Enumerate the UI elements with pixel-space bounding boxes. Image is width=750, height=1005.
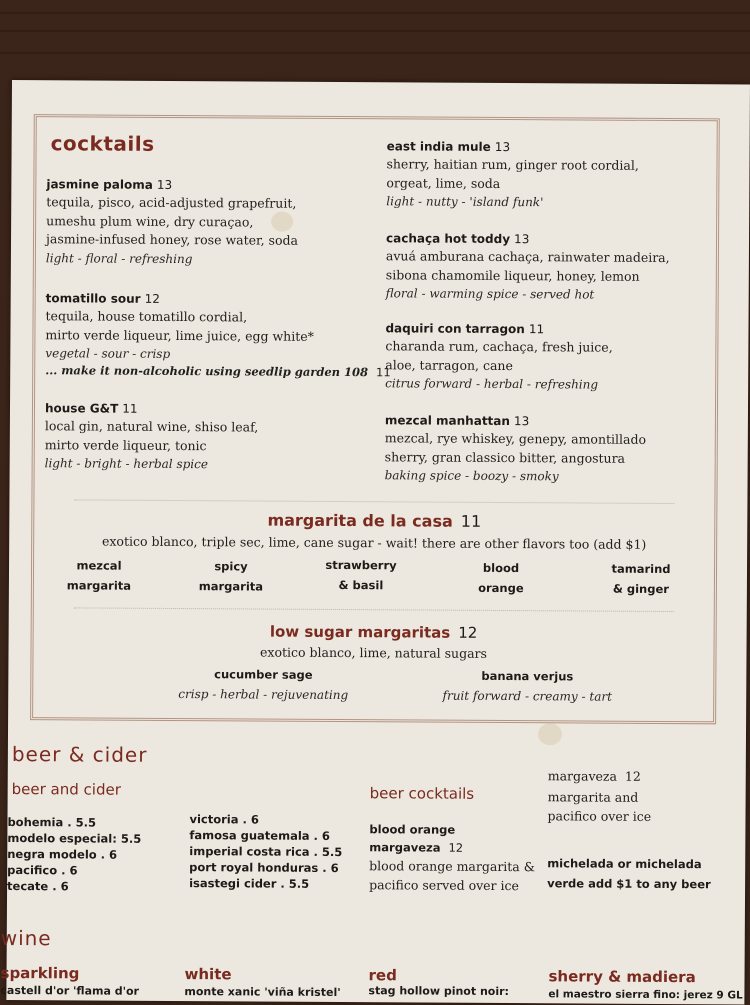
drink-tags: light - nutty - 'island funk' — [386, 194, 544, 210]
low-sugar-banana-verjus — [397, 665, 657, 707]
beer-item: bohemia . 5.5 — [7, 814, 97, 830]
drink-ingredients: sherry, gran classico bitter, angostura — [384, 448, 626, 466]
drink-price: 13 — [156, 177, 173, 192]
divider — [74, 499, 674, 504]
drink-ingredients: mirto verde liqueur, tonic — [44, 436, 207, 453]
wine-red-item: stag hollow pinot noir: — [368, 984, 509, 999]
drink-east-india-mule — [386, 135, 716, 213]
flavor-mezcal-margarita — [44, 555, 154, 596]
wine-red-title: red — [368, 966, 397, 985]
low-sugar-item-tags: crisp - herbal - rejuvenating — [178, 687, 349, 703]
low-sugar-item-tags: fruit forward - creamy - tart — [442, 688, 612, 704]
drink-jasmine-paloma — [46, 173, 377, 270]
desc-line: pacifico served over ice — [369, 877, 519, 894]
drink-name: cachaça hot toddy — [385, 231, 511, 247]
drink-ingredients: tequila, pisco, acid-adjusted grapefruit, — [46, 194, 297, 211]
flavor-line: margarita — [66, 578, 132, 593]
drink-daquiri-con-tarragon — [385, 317, 715, 395]
michelada-note — [547, 853, 711, 894]
drink-ingredients: aloe, tarragon, cane — [385, 356, 513, 373]
drink-house-gt — [45, 397, 375, 475]
beer-cider-title: beer & cider — [11, 742, 148, 767]
drink-ingredients: charanda rum, cachaça, fresh juice, — [385, 338, 613, 355]
drink-price: 13 — [513, 414, 530, 429]
flavor-line: blood — [482, 560, 520, 576]
margarita-title — [34, 509, 714, 532]
flavor-strawberry-basil — [306, 555, 416, 596]
low-sugar-description: exotico blanco, lime, natural sugars — [259, 644, 488, 661]
margaveza-name: margaveza — [369, 840, 441, 855]
drink-ingredients: sherry, haitian rum, ginger root cordial, — [386, 156, 639, 173]
drink-price: 13 — [514, 232, 530, 247]
flavor-blood-orange — [446, 558, 556, 599]
margaveza-2-name: margaveza — [547, 768, 618, 784]
beer-item: isastegi cider . 5.5 — [189, 876, 310, 891]
flavor-spicy-margarita — [176, 556, 286, 597]
drink-ingredients: mirto verde liqueur, lime juice, egg white* — [45, 326, 314, 344]
divider — [74, 607, 674, 612]
drink-ingredients: mezcal, rye whiskey, genepy, amontillado — [384, 430, 647, 447]
wine-sparkling-title: sparkling — [0, 963, 80, 983]
drink-tags: vegetal - sour - crisp — [45, 346, 171, 361]
non-alcoholic-note — [45, 363, 391, 379]
drink-name: tomatillo sour — [45, 291, 141, 306]
drink-tags: light - floral - refreshing — [45, 250, 193, 266]
beer-item: modelo especial: 5.5 — [7, 830, 142, 846]
beer-cocktails-title: beer cocktails — [369, 784, 475, 803]
michelada-line: verde add $1 to any beer — [547, 876, 711, 892]
flavor-line: & basil — [338, 578, 384, 593]
drink-name: jasmine paloma — [46, 177, 153, 192]
low-sugar-title — [34, 621, 714, 643]
drink-price: 12 — [144, 291, 160, 306]
margaveza-2-price: 12 — [624, 768, 641, 784]
drink-ingredients: tequila, house tomatillo cordial, — [45, 308, 248, 325]
low-sugar-price: 12 — [458, 623, 478, 642]
drink-tags: floral - warming spice - served hot — [385, 286, 595, 302]
low-sugar-item-name: cucumber sage — [214, 667, 313, 682]
beer-item: imperial costa rica . 5.5 — [189, 844, 343, 860]
non-alcoholic-price: 11 — [376, 365, 391, 380]
flavor-line: & ginger — [612, 581, 669, 597]
margaveza-2-label — [548, 767, 641, 786]
drink-tags: citrus forward - herbal - refreshing — [385, 376, 599, 392]
flavor-line: strawberry — [325, 557, 397, 573]
cocktails-frame — [30, 114, 720, 724]
wine-sherry-title: sherry & madiera — [548, 967, 696, 987]
wine-title: wine — [0, 925, 52, 951]
drink-name: east india mule — [386, 139, 491, 154]
beer-item: pacifico . 6 — [7, 862, 78, 878]
beer-item: negra modelo . 6 — [7, 846, 118, 862]
wine-white-item: monte xanic 'viña kristel' — [184, 985, 341, 1000]
low-sugar-item-name: banana verjus — [481, 668, 574, 684]
flavor-line: spicy — [214, 559, 248, 574]
drink-ingredients: orgeat, lime, soda — [386, 174, 501, 191]
beer-list-1 — [7, 814, 141, 895]
drink-cachaca-hot-toddy — [386, 227, 716, 305]
margaveza-label — [369, 838, 463, 857]
desc-line: blood orange margarita & — [369, 858, 535, 875]
non-alcoholic-text: ... make it non-alcoholic using seedlip garden 108 — [45, 363, 369, 380]
drink-ingredients: jasmine-infused honey, rose water, soda — [45, 231, 299, 248]
margaveza-2-description — [547, 787, 651, 826]
margaveza-description — [369, 856, 535, 895]
drink-name: mezcal manhattan — [384, 413, 510, 429]
drink-name: daquiri con tarragon — [385, 321, 525, 337]
low-sugar-name: low sugar margaritas — [269, 622, 451, 642]
menu-page — [0, 80, 750, 1004]
beer-item: port royal honduras . 6 — [189, 860, 339, 876]
margarita-description: exotico blanco, triple sec, lime, cane sugar - wait! there are other flavors too (add $1) — [101, 533, 647, 552]
drink-ingredients: local gin, natural wine, shiso leaf, — [44, 418, 259, 435]
margaveza-price: 12 — [448, 840, 464, 855]
beer-item: famosa guatemala . 6 — [189, 828, 330, 843]
drink-mezcal-manhattan — [385, 409, 715, 487]
margarita-name: margarita de la casa — [267, 510, 453, 531]
drink-name: house G&T — [44, 401, 119, 416]
drink-tags: light - bright - herbal spice — [44, 456, 209, 472]
drink-price: 13 — [494, 139, 511, 155]
wine-sherry-item: el maestro sierra fino: jerez 9 GL — [548, 988, 743, 1002]
flavor-tamarind-ginger — [586, 559, 696, 600]
beer-list-2 — [189, 811, 343, 892]
beer-item: victoria . 6 — [189, 812, 259, 827]
cocktails-title: cocktails — [50, 131, 155, 156]
flavor-line: mezcal — [76, 558, 122, 573]
low-sugar-cucumber-sage — [133, 664, 393, 706]
desc-line: pacifico over ice — [547, 808, 652, 824]
drink-ingredients: umeshu plum wine, dry curaçao, — [46, 212, 254, 229]
wine-sparkling-item: castell d'or 'flama d'or — [0, 983, 139, 998]
drink-tags: baking spice - boozy - smoky — [384, 468, 559, 484]
flavor-line: margarita — [198, 579, 264, 594]
paper-stain — [538, 723, 562, 745]
beer-cider-subtitle: beer and cider — [11, 780, 121, 799]
desc-line: margarita and — [547, 789, 639, 805]
flavor-line: orange — [478, 580, 524, 596]
margarita-price: 11 — [460, 511, 482, 531]
beer-item: tecate . 6 — [7, 878, 69, 894]
wine-white-title: white — [184, 965, 232, 984]
drink-price: 11 — [528, 322, 545, 337]
drink-tomatillo-sour — [45, 287, 375, 365]
michelada-line: michelada or michelada — [547, 856, 702, 872]
drink-price: 11 — [122, 401, 138, 416]
blood-orange-label: blood orange — [369, 822, 456, 837]
drink-ingredients: avuá amburana cachaça, rainwater madeira, — [385, 248, 670, 266]
flavor-line: tamarind — [611, 561, 671, 577]
drink-ingredients: sibona chamomile liqueur, honey, lemon — [385, 266, 640, 284]
